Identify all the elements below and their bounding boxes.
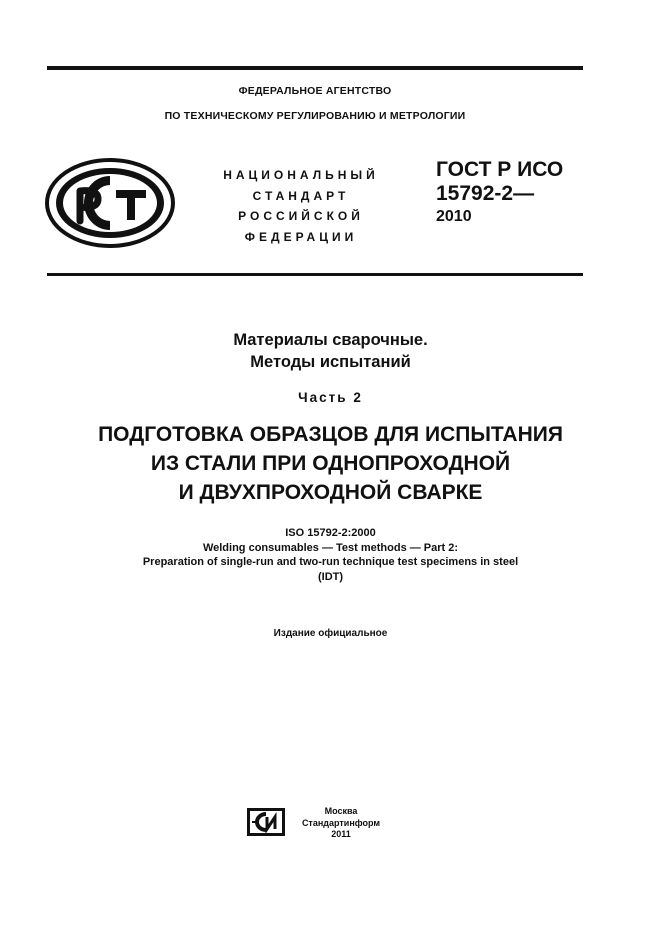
iso-title-line1: Welding consumables — Test methods — Part 2: [202, 541, 459, 554]
designation-line2: 15792-2— [436, 182, 535, 205]
iso-equivalence: (IDT) [317, 570, 344, 583]
title-line1: ПОДГОТОВКА ОБРАЗЦОВ ДЛЯ ИСПЫТАНИЯ [98, 423, 563, 446]
middle-rule [47, 273, 583, 276]
designation-line1: ГОСТ Р ИСО [436, 158, 564, 181]
title-line2: ИЗ СТАЛИ ПРИ ОДНОПРОХОДНОЙ [150, 452, 511, 475]
publisher-block [286, 806, 396, 841]
publication-year: 2011 [331, 829, 351, 839]
publisher-city: Москва [324, 806, 358, 816]
document-subject [40, 329, 621, 373]
national-standard-line2: СТАНДАРТ [252, 188, 350, 203]
iso-reference [40, 526, 621, 584]
standartinform-logo-icon [246, 806, 286, 838]
national-standard-block [212, 165, 390, 247]
national-standard-line1: НАЦИОНАЛЬНЫЙ [223, 168, 379, 182]
title-line3: И ДВУХПРОХОДНОЙ СВАРКЕ [178, 481, 483, 504]
iso-number: ISO 15792-2:2000 [285, 527, 376, 539]
rst-certification-logo-icon [44, 157, 176, 249]
agency-name-line1: ФЕДЕРАЛЬНОЕ АГЕНТСТВО [238, 85, 392, 97]
iso-title-line2: Preparation of single-run and two-run technique test specimens in steel [142, 556, 519, 568]
national-standard-line3: РОССИЙСКОЙ [238, 209, 364, 223]
agency-name-line2: ПО ТЕХНИЧЕСКОМУ РЕГУЛИРОВАНИЮ И МЕТРОЛОГИИ [164, 110, 466, 122]
standard-designation [436, 158, 563, 228]
subject-line1: Материалы сварочные. [233, 331, 428, 349]
national-standard-line4: ФЕДЕРАЦИИ [244, 229, 358, 244]
part-label: Часть 2 [298, 390, 363, 405]
top-rule [47, 66, 583, 70]
document-title [40, 420, 621, 507]
designation-year: 2010 [436, 208, 472, 225]
subject-line2: Методы испытаний [250, 353, 411, 371]
publisher-name: Стандартинформ [301, 817, 381, 828]
edition-label: Издание официальное [273, 628, 388, 639]
